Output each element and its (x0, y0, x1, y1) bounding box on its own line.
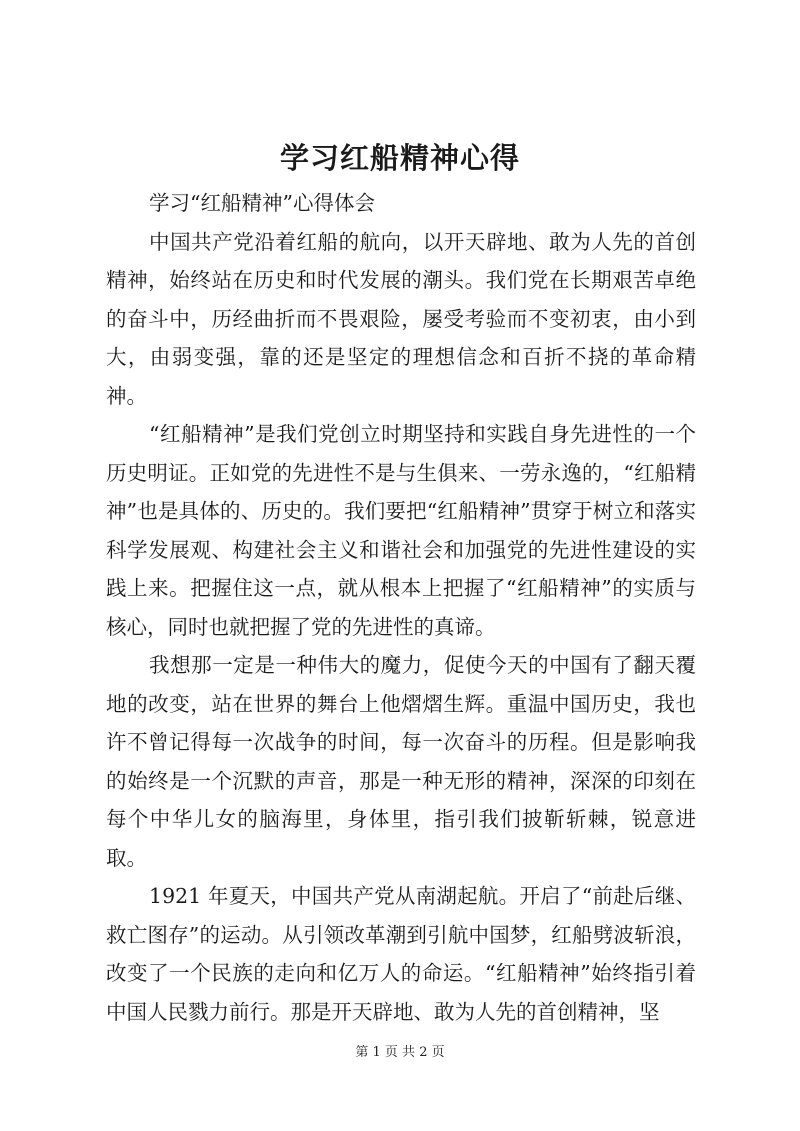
body-paragraph: 我想那一定是一种伟大的魔力，促使今天的中国有了翻天覆地的改变，站在世界的舞台上他熠熠生辉。重温中国历史，我也许不曾记得每一次战争的时间，每一次奋斗的历程。但是影响我的始终是一个沉默的声音，那是一种无形的精神，深深的印刻在每个中华儿女的脑海里，身体里，指引我们披靳斩棘，锐意进取。 (106, 653, 696, 870)
page-footer: 第 1 页 共 2 页 (355, 1045, 445, 1060)
document-body (106, 184, 696, 1031)
body-paragraph: “红船精神”是我们党创立时期坚持和实践自身先进性的一个历史明证。正如党的先进性不是与生俱来、一劳永逸的，“红船精神”也是具体的、历史的。我们要把“红船精神”贯穿于树立和落实科学发展观、构建社会主义和谐社会和加强党的先进性建设的实践上来。把握住这一点，就从根本上把握了“红船精神”的实质与核心，同时也就把握了党的先进性的真谛。 (106, 422, 696, 639)
page-title: 学习红船精神心得 (279, 141, 520, 175)
subtitle-paragraph: 学习“红船精神”心得体会 (149, 191, 376, 215)
body-paragraph: 1921 年夏天，中国共产党从南湖起航。开启了“前赴后继、救亡图存”的运动。从引领改革潮到引航中国梦，红船劈波斩浪，改变了一个民族的走向和亿万人的命运。“红船精神”始终指引着中国人民戮力前行。那是开天辟地、敢为人先的首创精神，坚 (106, 884, 696, 1024)
body-paragraph: 中国共产党沿着红船的航向，以开天辟地、敢为人先的首创精神，始终站在历史和时代发展的潮头。我们党在长期艰苦卓绝的奋斗中，历经曲折而不畏艰险，屡受考验而不变初衷，由小到大，由弱变强，靠的还是坚定的理想信念和百折不挠的革命精神。 (106, 229, 696, 408)
